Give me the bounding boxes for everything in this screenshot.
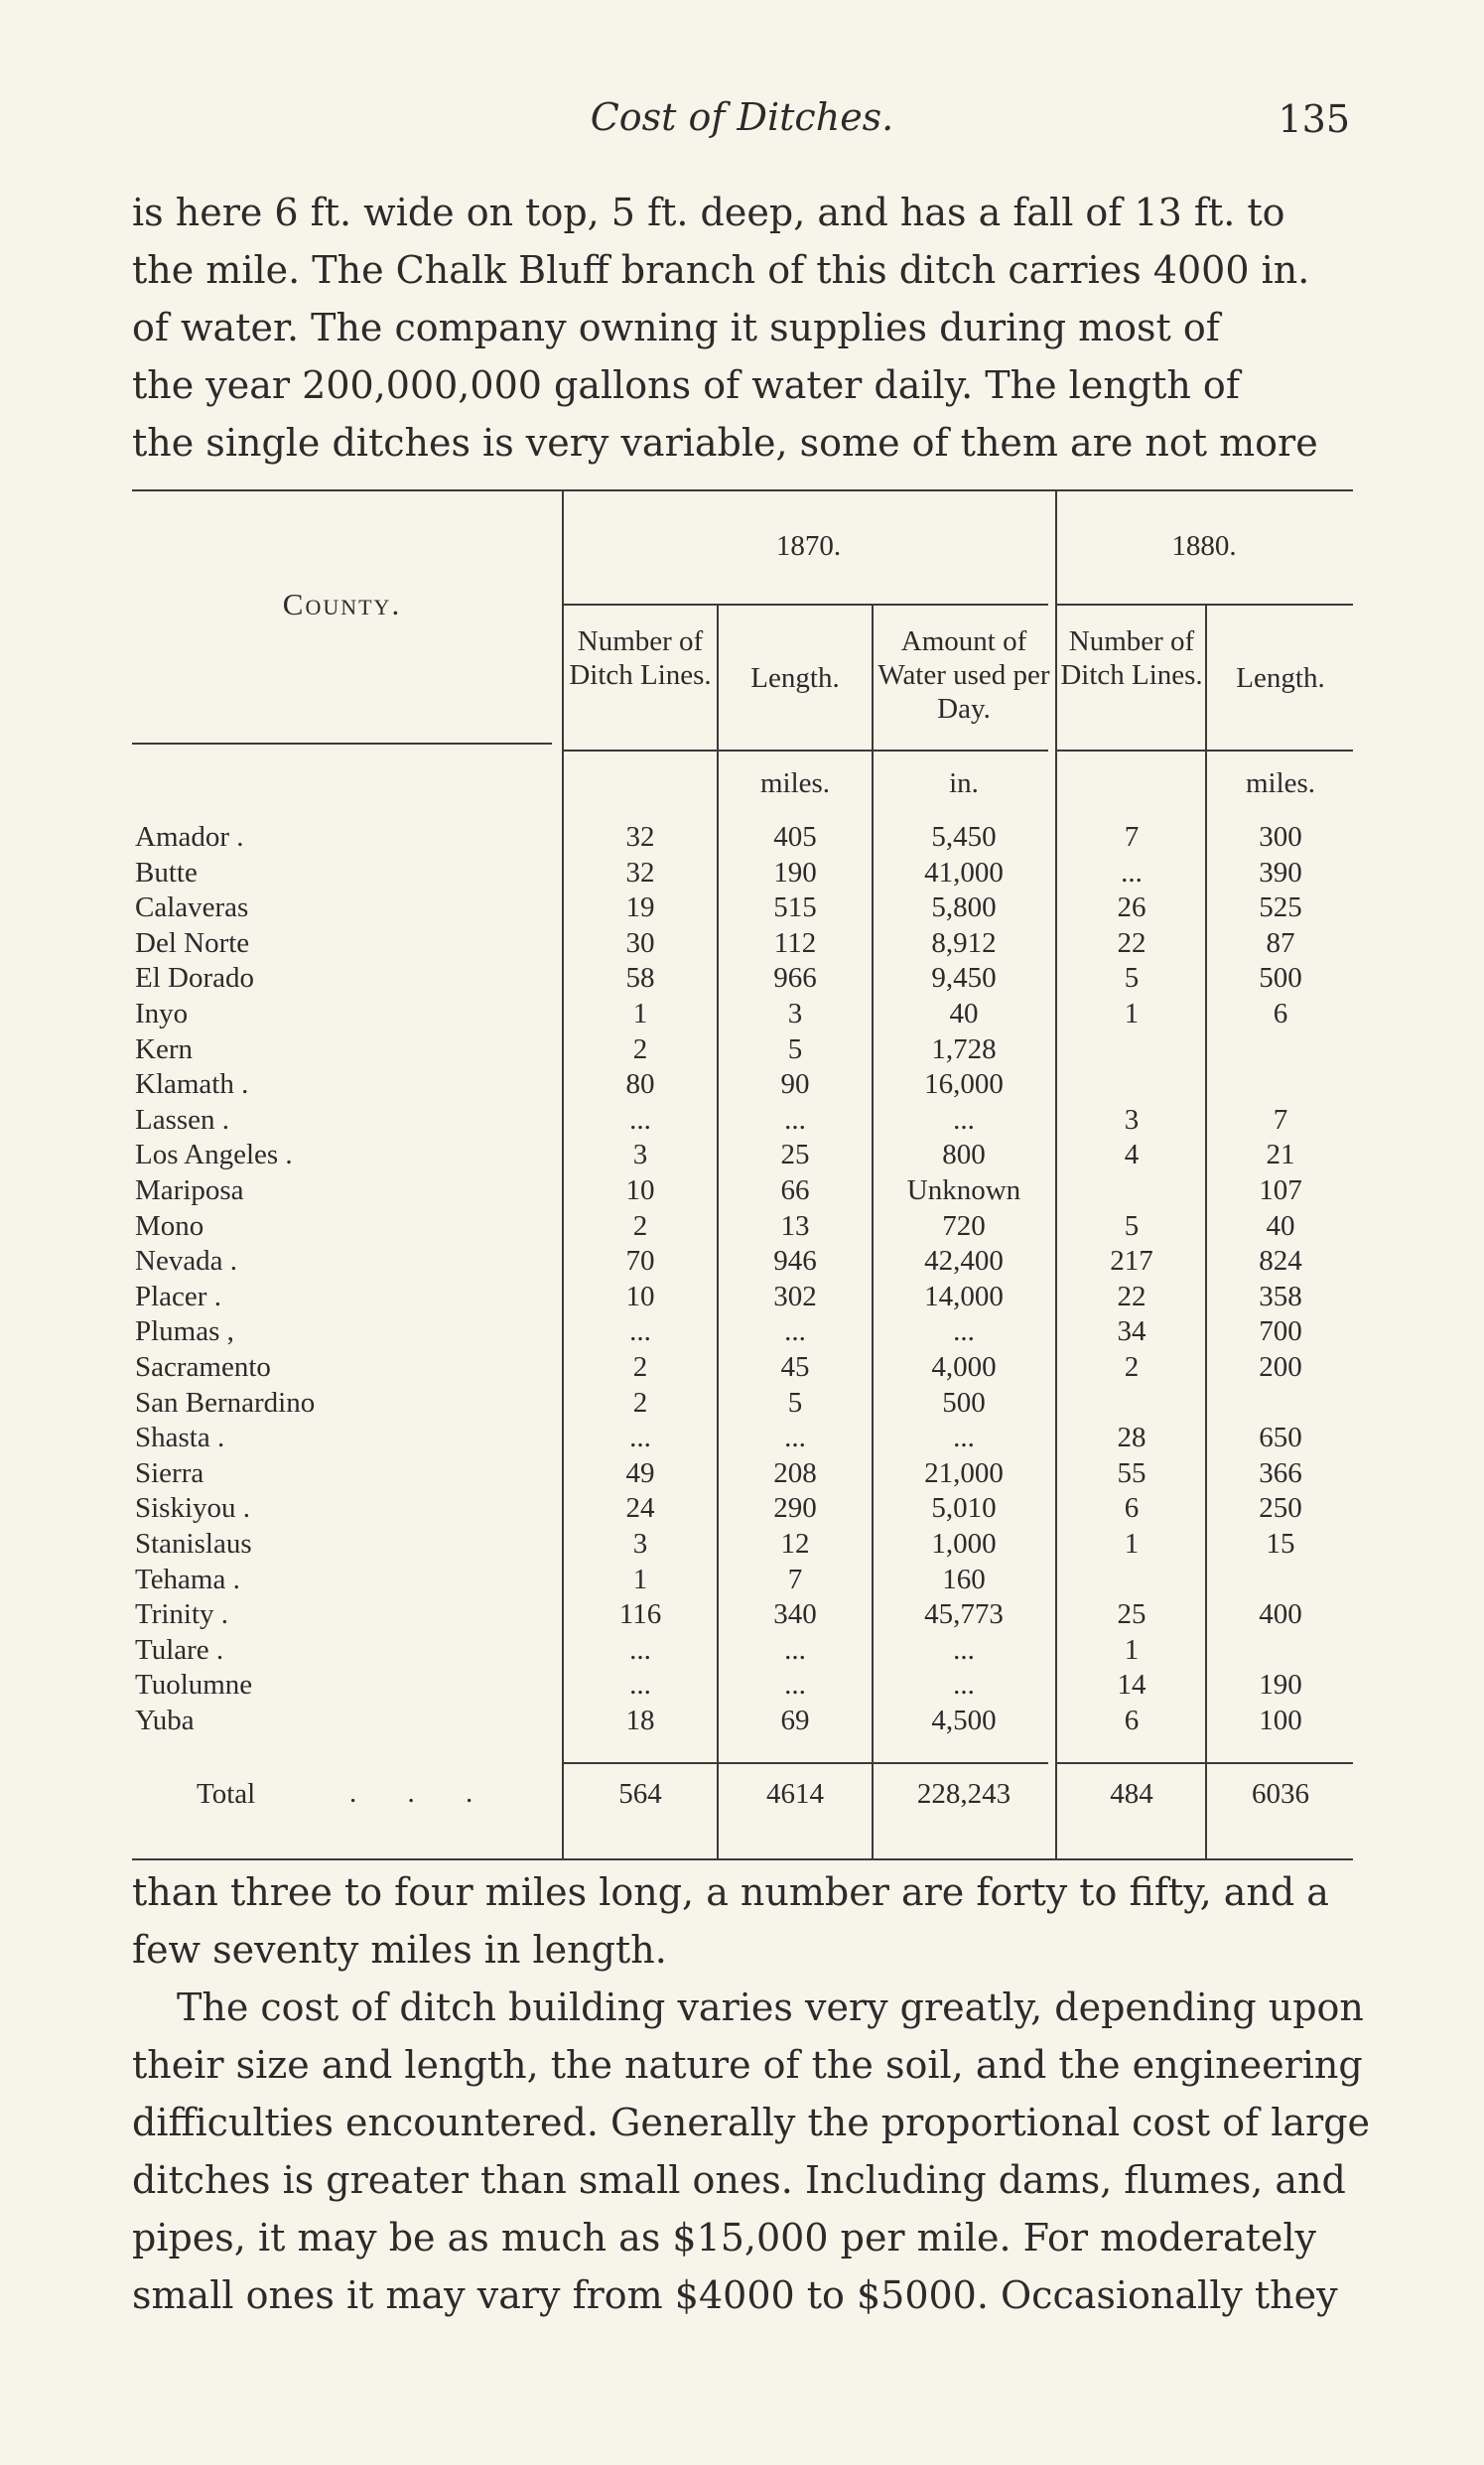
cell-water-1870: ... xyxy=(953,1669,975,1701)
cell-county: Los Angeles . xyxy=(135,1139,293,1170)
col-header-water-1870: Amount of Water used per Day. xyxy=(877,625,1050,725)
year-1880-header: 1880. xyxy=(1171,530,1237,562)
cell-length-1870: 340 xyxy=(773,1598,817,1630)
cell-number-1880: 1 xyxy=(1124,1528,1140,1560)
cell-number-1870: 19 xyxy=(625,891,655,923)
cell-county: Nevada . xyxy=(135,1245,238,1277)
cell-length-1880: 366 xyxy=(1259,1457,1302,1489)
cell-county: Amador . xyxy=(135,821,244,853)
cell-county: Sierra xyxy=(135,1457,204,1489)
col-header-number-1870: Number of Ditch Lines. xyxy=(569,625,712,691)
cell-water-1870: 41,000 xyxy=(924,857,1004,889)
cell-water-1870: 21,000 xyxy=(924,1457,1004,1489)
cell-number-1880: 14 xyxy=(1117,1669,1147,1701)
cell-number-1880: 28 xyxy=(1117,1422,1147,1453)
cell-number-1870: 24 xyxy=(625,1492,655,1524)
cell-length-1880: 40 xyxy=(1266,1210,1295,1242)
cell-number-1870: 1 xyxy=(632,1564,648,1595)
cell-county: El Dorado xyxy=(135,962,254,994)
cell-number-1880: 7 xyxy=(1124,821,1140,853)
cell-number-1870: 10 xyxy=(625,1281,655,1312)
cell-length-1870: 290 xyxy=(773,1492,817,1524)
cell-water-1870: 160 xyxy=(942,1564,986,1595)
cell-county: Placer . xyxy=(135,1281,221,1312)
cell-length-1880: 300 xyxy=(1259,821,1302,853)
total-label: Total xyxy=(197,1778,256,1810)
cell-number-1870: 1 xyxy=(632,998,648,1029)
leader-dots: . . . xyxy=(349,1777,495,1809)
cell-length-1870: 5 xyxy=(787,1387,803,1419)
page-number: 135 xyxy=(1278,97,1350,141)
cell-number-1880: 26 xyxy=(1117,891,1147,923)
cell-number-1870: 80 xyxy=(625,1068,655,1100)
cell-length-1880: 200 xyxy=(1259,1351,1302,1383)
cell-water-1870: 4,500 xyxy=(931,1705,997,1736)
total-length-1870: 4614 xyxy=(766,1778,824,1810)
cell-county: Kern xyxy=(135,1033,193,1065)
cell-county: Tehama . xyxy=(135,1564,240,1595)
cell-number-1870: 3 xyxy=(632,1528,648,1560)
cell-length-1870: 12 xyxy=(780,1528,810,1560)
text-line: the mile. The Chalk Bluff branch of this ditch carries 4000 in. xyxy=(132,248,1310,292)
cell-length-1870: ... xyxy=(784,1104,806,1136)
cell-length-1870: 90 xyxy=(780,1068,810,1100)
unit-label: in. xyxy=(949,767,979,799)
cell-county: Shasta . xyxy=(135,1422,225,1453)
header-rule-1870 xyxy=(562,604,1048,606)
cell-county: Mariposa xyxy=(135,1174,244,1206)
cell-number-1870: 10 xyxy=(625,1174,655,1206)
cell-number-1870: 116 xyxy=(618,1598,662,1630)
cell-number-1880: 25 xyxy=(1117,1598,1147,1630)
cell-length-1870: 45 xyxy=(780,1351,810,1383)
cell-length-1870: 208 xyxy=(773,1457,817,1489)
cell-length-1870: 69 xyxy=(780,1705,810,1736)
col-header-length-1870: Length. xyxy=(750,662,840,694)
cell-water-1870: 14,000 xyxy=(924,1281,1004,1312)
cell-county: Stanislaus xyxy=(135,1528,252,1560)
county-header: County. xyxy=(282,587,402,621)
text-line: the single ditches is very variable, some of them are not more xyxy=(132,421,1318,465)
cell-length-1880: 107 xyxy=(1259,1174,1302,1206)
cell-number-1880: ... xyxy=(1121,857,1143,889)
col-divider xyxy=(717,604,719,1858)
col-divider xyxy=(1055,489,1057,1858)
total-number-1870: 564 xyxy=(618,1778,662,1810)
cell-length-1870: ... xyxy=(784,1634,806,1666)
cell-county: Trinity . xyxy=(135,1598,229,1630)
cell-length-1870: ... xyxy=(784,1315,806,1347)
text-line: of water. The company owning it supplies during most of xyxy=(132,306,1220,349)
cell-length-1870: 13 xyxy=(780,1210,810,1242)
cell-number-1880: 6 xyxy=(1124,1492,1140,1524)
cell-length-1870: 515 xyxy=(773,891,817,923)
cell-length-1870: 946 xyxy=(773,1245,817,1277)
col-header-number-1880: Number of Ditch Lines. xyxy=(1060,625,1203,691)
total-rule-1870 xyxy=(562,1762,1048,1764)
cell-number-1870: ... xyxy=(629,1634,651,1666)
cell-water-1870: 42,400 xyxy=(924,1245,1004,1277)
cell-number-1880: 22 xyxy=(1117,927,1147,959)
cell-number-1880: 3 xyxy=(1124,1104,1140,1136)
cell-length-1880: 700 xyxy=(1259,1315,1302,1347)
cell-number-1880: 34 xyxy=(1117,1315,1147,1347)
cell-length-1870: 66 xyxy=(780,1174,810,1206)
cell-county: San Bernardino xyxy=(135,1387,316,1419)
cell-length-1880: 21 xyxy=(1266,1139,1295,1170)
cell-number-1870: 18 xyxy=(625,1705,655,1736)
cell-water-1870: 5,010 xyxy=(931,1492,997,1524)
text-line: few seventy miles in length. xyxy=(132,1928,667,1972)
cell-water-1870: 800 xyxy=(942,1139,986,1170)
cell-county: Tulare . xyxy=(135,1634,224,1666)
text-line: The cost of ditch building varies very greatly, depending upon xyxy=(177,1986,1364,2029)
cell-water-1870: 9,450 xyxy=(931,962,997,994)
cell-length-1880: 358 xyxy=(1259,1281,1302,1312)
cell-length-1870: 966 xyxy=(773,962,817,994)
cell-length-1870: 190 xyxy=(773,857,817,889)
cell-water-1870: 500 xyxy=(942,1387,986,1419)
text-line: than three to four miles long, a number are forty to fifty, and a xyxy=(132,1870,1329,1914)
cell-county: Inyo xyxy=(135,998,189,1029)
cell-county: Plumas , xyxy=(135,1315,234,1347)
running-title: Cost of Ditches. xyxy=(590,95,894,139)
cell-number-1880: 1 xyxy=(1124,998,1140,1029)
unit-label: miles. xyxy=(1245,767,1316,799)
text-line: their size and length, the nature of the soil, and the engineering xyxy=(132,2043,1363,2087)
cell-length-1880: 6 xyxy=(1273,998,1288,1029)
cell-water-1870: ... xyxy=(953,1104,975,1136)
text-line: is here 6 ft. wide on top, 5 ft. deep, and has a fall of 13 ft. to xyxy=(132,191,1285,234)
cell-water-1870: 720 xyxy=(942,1210,986,1242)
cell-water-1870: 5,800 xyxy=(931,891,997,923)
cell-number-1870: ... xyxy=(629,1669,651,1701)
cell-length-1880: 390 xyxy=(1259,857,1302,889)
cell-number-1880: 22 xyxy=(1117,1281,1147,1312)
cell-number-1870: 2 xyxy=(632,1387,648,1419)
cell-county: Klamath . xyxy=(135,1068,249,1100)
cell-length-1880: 525 xyxy=(1259,891,1302,923)
text-line: difficulties encountered. Generally the proportional cost of large xyxy=(132,2101,1371,2144)
unit-label: miles. xyxy=(759,767,831,799)
cell-length-1880: 190 xyxy=(1259,1669,1302,1701)
cell-county: Del Norte xyxy=(135,927,250,959)
col-divider xyxy=(872,604,874,1858)
cell-water-1870: ... xyxy=(953,1422,975,1453)
cell-water-1870: ... xyxy=(953,1634,975,1666)
cell-length-1880: 87 xyxy=(1266,927,1295,959)
cell-number-1870: 30 xyxy=(625,927,655,959)
cell-water-1870: ... xyxy=(953,1315,975,1347)
total-length-1880: 6036 xyxy=(1252,1778,1309,1810)
cell-water-1870: 45,773 xyxy=(924,1598,1004,1630)
cell-length-1880: 500 xyxy=(1259,962,1302,994)
cell-number-1870: 3 xyxy=(632,1139,648,1170)
total-rule-1880 xyxy=(1055,1762,1353,1764)
col-header-rule-1880 xyxy=(1055,750,1353,752)
header-rule-1880 xyxy=(1055,604,1353,606)
cell-number-1880: 217 xyxy=(1110,1245,1153,1277)
cell-length-1870: ... xyxy=(784,1669,806,1701)
cell-county: Butte xyxy=(135,857,198,889)
cell-number-1880: 4 xyxy=(1124,1139,1140,1170)
cell-number-1880: 2 xyxy=(1124,1351,1140,1383)
text-line: ditches is greater than small ones. Including dams, flumes, and xyxy=(132,2158,1346,2202)
cell-number-1880: 55 xyxy=(1117,1457,1147,1489)
table-bottom-rule xyxy=(132,1858,1353,1860)
cell-county: Sacramento xyxy=(135,1351,271,1383)
cell-water-1870: 5,450 xyxy=(931,821,997,853)
cell-number-1870: 2 xyxy=(632,1210,648,1242)
cell-number-1880: 6 xyxy=(1124,1705,1140,1736)
cell-water-1870: 8,912 xyxy=(931,927,997,959)
cell-length-1870: ... xyxy=(784,1422,806,1453)
cell-length-1880: 824 xyxy=(1259,1245,1302,1277)
county-header-rule xyxy=(132,743,552,745)
cell-length-1870: 5 xyxy=(787,1033,803,1065)
cell-length-1870: 25 xyxy=(780,1139,810,1170)
cell-number-1870: ... xyxy=(629,1104,651,1136)
cell-county: Siskiyou . xyxy=(135,1492,251,1524)
cell-length-1880: 250 xyxy=(1259,1492,1302,1524)
col-divider xyxy=(562,489,564,1858)
cell-water-1870: 1,728 xyxy=(931,1033,997,1065)
text-line: pipes, it may be as much as $15,000 per mile. For moderately xyxy=(132,2216,1316,2260)
text-line: the year 200,000,000 gallons of water daily. The length of xyxy=(132,363,1240,407)
cell-county: Calaveras xyxy=(135,891,249,923)
cell-number-1870: 2 xyxy=(632,1351,648,1383)
cell-length-1870: 112 xyxy=(773,927,817,959)
col-header-length-1880: Length. xyxy=(1236,662,1325,694)
cell-number-1880: 5 xyxy=(1124,1210,1140,1242)
cell-number-1870: 49 xyxy=(625,1457,655,1489)
cell-county: Lassen . xyxy=(135,1104,230,1136)
total-number-1880: 484 xyxy=(1110,1778,1153,1810)
cell-number-1880: 5 xyxy=(1124,962,1140,994)
cell-number-1870: 58 xyxy=(625,962,655,994)
bottom-paragraph xyxy=(132,1863,1371,2324)
cell-length-1880: 650 xyxy=(1259,1422,1302,1453)
cell-length-1880: 7 xyxy=(1273,1104,1288,1136)
col-divider xyxy=(1205,604,1207,1858)
cell-water-1870: 1,000 xyxy=(931,1528,997,1560)
cell-water-1870: 40 xyxy=(949,998,979,1029)
top-paragraph xyxy=(132,184,1353,472)
cell-length-1880: 100 xyxy=(1259,1705,1302,1736)
cell-number-1870: 70 xyxy=(625,1245,655,1277)
cell-length-1870: 7 xyxy=(787,1564,803,1595)
table-top-rule xyxy=(132,489,1353,491)
year-1870-header: 1870. xyxy=(775,530,842,562)
cell-length-1870: 3 xyxy=(787,998,803,1029)
text-line: small ones it may vary from $4000 to $5000. Occasionally they xyxy=(132,2273,1338,2317)
cell-length-1870: 405 xyxy=(773,821,817,853)
cell-county: Mono xyxy=(135,1210,204,1242)
cell-county: Tuolumne xyxy=(135,1669,253,1701)
cell-length-1880: 400 xyxy=(1259,1598,1302,1630)
cell-county: Yuba xyxy=(135,1705,195,1736)
cell-number-1880: 1 xyxy=(1124,1634,1140,1666)
cell-water-1870: Unknown xyxy=(906,1174,1021,1206)
cell-number-1870: ... xyxy=(629,1315,651,1347)
cell-number-1870: ... xyxy=(629,1422,651,1453)
cell-number-1870: 2 xyxy=(632,1033,648,1065)
cell-water-1870: 16,000 xyxy=(924,1068,1004,1100)
cell-length-1870: 302 xyxy=(773,1281,817,1312)
total-water-1870: 228,243 xyxy=(916,1778,1012,1810)
cell-number-1870: 32 xyxy=(625,821,655,853)
col-header-rule-1870 xyxy=(562,750,1048,752)
cell-length-1880: 15 xyxy=(1266,1528,1295,1560)
cell-number-1870: 32 xyxy=(625,857,655,889)
cell-water-1870: 4,000 xyxy=(931,1351,997,1383)
